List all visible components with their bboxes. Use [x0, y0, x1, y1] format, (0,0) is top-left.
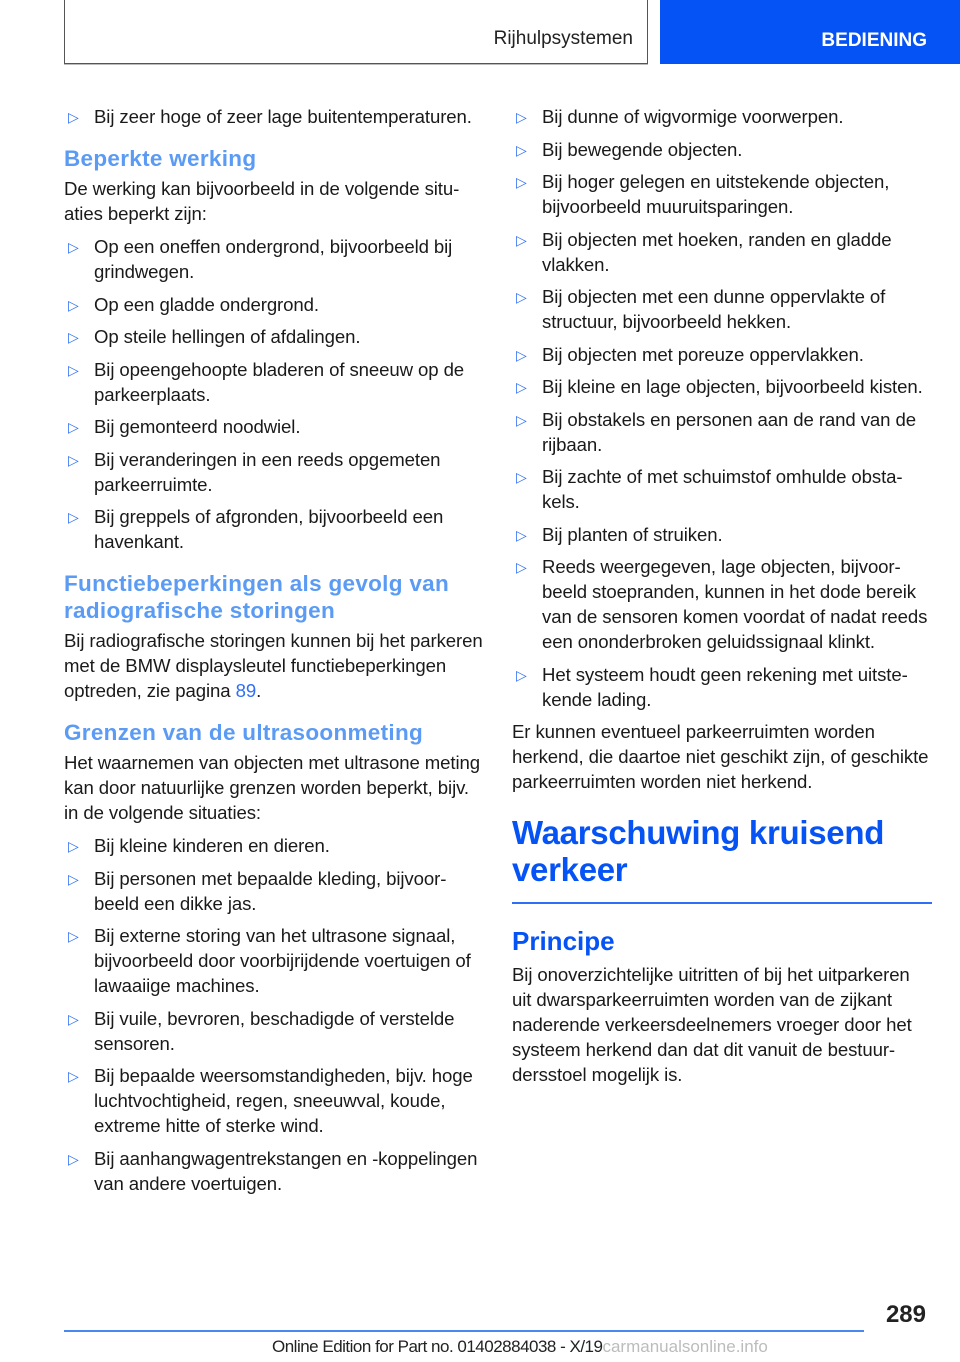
- page-number: 289: [885, 1301, 926, 1328]
- heading-grenzen: Grenzen van de ultrasoonmeting: [64, 720, 424, 745]
- beperkte-werking-list: [64, 234, 484, 554]
- page-reference-link[interactable]: 89: [235, 680, 257, 701]
- list-item: ▷ Bij hoger gelegen en uitstekende objecten, bijvoorbeeld muuruitsparingen.: [516, 171, 890, 217]
- beperkte-werking-intro: De werking kan bijvoorbeeld in de volgende situaties beperkt zijn:: [64, 178, 460, 224]
- heading-waarschuwing-kruisend-verkeer: Waarschuwing kruisend verkeer: [512, 814, 885, 888]
- list-item: ▷ Op steile hellingen of afdalingen.: [64, 324, 484, 349]
- list-item: ▷ Bij personen met bepaalde kleding, bijvoorbeeld een dikke jas.: [68, 867, 447, 914]
- list-item: ▷ Bij externe storing van het ultrasone signaal, bijvoorbeeld door voorbijrijdende voertuigen of lawaaiige machines.: [68, 925, 471, 996]
- heading-divider: [512, 902, 932, 904]
- chapter-tab: [64, 0, 648, 64]
- bullet-triangle-icon: ▷: [68, 1150, 79, 1167]
- watermark: carmanualsonline.info: [602, 1337, 768, 1356]
- bullet-triangle-icon: ▷: [516, 526, 527, 543]
- section-title: BEDIENING: [821, 30, 927, 51]
- footer-edition: Online Edition for Part no. 01402884038 - X/19carmanualsonline.info: [272, 1337, 768, 1356]
- bullet-triangle-icon: ▷: [516, 346, 527, 363]
- bullet-triangle-icon: ▷: [68, 361, 79, 378]
- grenzen-intro: Het waarnemen van objecten met ultrasone meting kan door natuurlijke grenzen worden beperkt, bijv. in de volgende situaties:: [64, 752, 480, 823]
- bullet-triangle-icon: ▷: [68, 296, 79, 313]
- list-item: ▷ Op een gladde ondergrond.: [64, 292, 484, 317]
- section-tab: [660, 0, 960, 64]
- heading-principe: Principe: [512, 926, 615, 956]
- bullet-triangle-icon: ▷: [68, 509, 79, 525]
- list-item: ▷ Bij kleine kinderen en dieren.: [64, 833, 484, 858]
- bullet-triangle-icon: ▷: [516, 666, 527, 683]
- bullet-triangle-icon: ▷: [68, 1068, 79, 1084]
- list-item: ▷ Reeds weergegeven, lage objecten, bijvoorbeeld stoepranden, kunnen in het dode bereik van de sensoren komen voordat of nadat reeds een ononderbroken geluidssignaal klinkt.: [516, 556, 928, 652]
- bullet-triangle-icon: ▷: [68, 928, 79, 944]
- heading-functiebeperkingen: Functiebeperkingen als gevolg van radiografische storingen: [64, 571, 449, 623]
- list-item: ▷ Bij objecten met poreuze oppervlakken.: [512, 342, 932, 367]
- grenzen-list: [64, 833, 484, 1196]
- bullet-triangle-icon: ▷: [68, 419, 79, 435]
- bullet-triangle-icon: ▷: [516, 109, 527, 125]
- bullet-triangle-icon: ▷: [516, 559, 527, 575]
- list-item: ▷ Bij obstakels en personen aan de rand van de rijbaan.: [516, 408, 916, 455]
- list-item: ▷ Bij bewegende objecten.: [512, 137, 932, 162]
- list-item: ▷ Bij objecten met hoeken, randen en gladde vlakken.: [516, 228, 892, 275]
- bullet-triangle-icon: ▷: [68, 838, 79, 854]
- bullet-triangle-icon: ▷: [516, 141, 527, 158]
- functiebeperkingen-text: Bij radiografische storingen kunnen bij het parkeren met de BMW displaysleutel functiebeperkingen optreden, zie pagina 89.: [64, 630, 483, 701]
- footer-divider: [64, 1330, 864, 1332]
- list-item: ▷ Bij dunne of wigvormige voorwerpen.: [512, 104, 932, 129]
- bullet-triangle-icon: ▷: [516, 379, 527, 395]
- list-item: ▷ Bij veranderingen in een reeds opgemeten parkeerruimte.: [68, 448, 441, 495]
- bullet-triangle-icon: ▷: [68, 1010, 79, 1027]
- grenzen-list-continued: [512, 104, 932, 712]
- list-item: ▷ Bij bepaalde weersomstandigheden, bijv. hoge luchtvochtigheid, regen, sneeuwval, koude, extreme hitte of sterke wind.: [68, 1065, 473, 1136]
- bullet-triangle-icon: ▷: [516, 174, 527, 190]
- bullet-triangle-icon: ▷: [68, 451, 79, 468]
- chapter-title: Rijhulpsystemen: [493, 28, 633, 49]
- right-column: [512, 104, 932, 1095]
- bullet-triangle-icon: ▷: [68, 239, 79, 255]
- left-column: [64, 104, 484, 1203]
- bullet-triangle-icon: ▷: [68, 870, 79, 887]
- bullet-triangle-icon: ▷: [68, 109, 79, 125]
- list-item: ▷ Bij gemonteerd noodwiel.: [64, 414, 484, 439]
- bullet-triangle-icon: ▷: [516, 469, 527, 485]
- list-item: ▷ Het systeem houdt geen rekening met uitstekende lading.: [516, 663, 908, 710]
- heading-beperkte-werking: Beperkte werking: [64, 146, 257, 171]
- bullet-triangle-icon: ▷: [516, 231, 527, 248]
- list-item: ▷ Bij kleine en lage objecten, bijvoorbeeld kisten.: [512, 374, 932, 399]
- bullet-triangle-icon: ▷: [516, 289, 527, 305]
- bullet-triangle-icon: ▷: [516, 411, 527, 428]
- list-item: ▷ Bij zeer hoge of zeer lage buitentemperaturen.: [64, 104, 484, 129]
- list-item: ▷ Bij zachte of met schuimstof omhulde obstakels.: [516, 466, 903, 512]
- list-item: ▷ Bij vuile, bevroren, beschadigde of verstelde sensoren.: [68, 1007, 455, 1054]
- list-item: ▷ Bij opeengehoopte bladeren of sneeuw op de parkeerplaats.: [68, 358, 465, 405]
- list-item: ▷ Bij aanhangwagentrekstangen en -koppelingen van andere voertuigen.: [68, 1147, 478, 1194]
- list-item: ▷ Bij planten of struiken.: [512, 522, 932, 547]
- list-item: ▷ Bij greppels of afgronden, bijvoorbeeld een havenkant.: [68, 506, 444, 552]
- bullet-triangle-icon: ▷: [68, 329, 79, 345]
- list-item: ▷ Op een oneffen ondergrond, bijvoorbeeld bij grindwegen.: [68, 236, 453, 282]
- principe-text: Bij onoverzichtelijke uitritten of bij het uitparkeren uit dwarsparkeerruimten worden van de zijkant naderende verkeersdeelnemers vroeger door het systeem herkend dan dat dit vanuit de bestuurdersstoel mogelijk is.: [512, 964, 912, 1085]
- intro-bullet-list: [64, 104, 484, 129]
- closing-paragraph: Er kunnen eventueel parkeerruimten worden herkend, die daartoe niet geschikt zijn, of geschikte parkeerruimten worden niet herkend.: [512, 721, 929, 792]
- list-item: ▷ Bij objecten met een dunne oppervlakte of structuur, bijvoorbeeld hekken.: [516, 286, 886, 332]
